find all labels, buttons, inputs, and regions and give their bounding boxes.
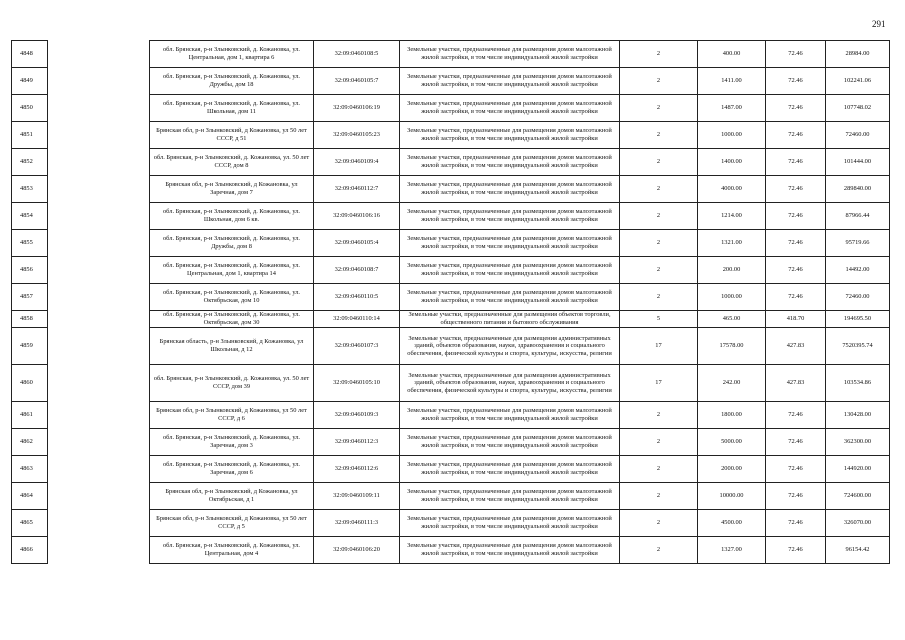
group-cell: 2 [620, 483, 698, 510]
cadastral-value-cell: 724600.00 [826, 483, 890, 510]
cadastral-value-table [11, 40, 890, 564]
address-cell: Брянская обл, р-н Злынковский, д Кожановка, ул 50 лет СССР, д 51 [150, 122, 314, 149]
area-cell: 400.00 [698, 41, 766, 68]
address-cell: обл. Брянская, р-н Злынковский, д. Кожановка, ул. Дружбы, дом 8 [150, 230, 314, 257]
specific-value-cell: 72.46 [766, 429, 826, 456]
cadastral-value-cell: 326070.00 [826, 510, 890, 537]
land-use-cell: Земельные участки, предназначенные для размещения домов малоэтажной жилой застройки, в том числе индивидуальной жилой застройки [400, 68, 620, 95]
table-row [12, 230, 890, 257]
table-body [12, 41, 890, 564]
address-cell: обл. Брянская, р-н Злынковский, д. Кожановка, ул. Дружбы, дом 18 [150, 68, 314, 95]
area-cell: 4500.00 [698, 510, 766, 537]
area-cell: 1400.00 [698, 149, 766, 176]
table-row [12, 41, 890, 68]
specific-value-cell: 72.46 [766, 483, 826, 510]
cadastral-number-cell: 32:09:0460109:3 [314, 402, 400, 429]
cadastral-number-cell: 32:09:0460108:7 [314, 257, 400, 284]
row-number: 4852 [12, 149, 48, 176]
specific-value-cell: 72.46 [766, 230, 826, 257]
row-number: 4857 [12, 284, 48, 311]
cadastral-value-cell: 362300.00 [826, 429, 890, 456]
cadastral-value-cell: 130428.00 [826, 402, 890, 429]
row-number: 4864 [12, 483, 48, 510]
cadastral-number-cell: 32:09:0460110:5 [314, 284, 400, 311]
address-cell: Брянская область, р-н Злынковский, д Кожановка, ул Школьная, д 12 [150, 328, 314, 365]
spacer-cell [48, 122, 150, 149]
land-use-cell: Земельные участки, предназначенные для размещения домов малоэтажной жилой застройки, в том числе индивидуальной жилой застройки [400, 456, 620, 483]
area-cell: 1800.00 [698, 402, 766, 429]
group-cell: 17 [620, 328, 698, 365]
spacer-cell [48, 284, 150, 311]
cadastral-number-cell: 32:09:0460112:6 [314, 456, 400, 483]
cadastral-value-cell: 194695.50 [826, 311, 890, 328]
group-cell: 2 [620, 510, 698, 537]
group-cell: 5 [620, 311, 698, 328]
cadastral-number-cell: 32:09:0460111:3 [314, 510, 400, 537]
address-cell: Брянская обл, р-н Злынковский, д Кожановка, ул 50 лет СССР, д 6 [150, 402, 314, 429]
specific-value-cell: 72.46 [766, 68, 826, 95]
land-use-cell: Земельные участки, предназначенные для размещения домов малоэтажной жилой застройки, в том числе индивидуальной жилой застройки [400, 402, 620, 429]
area-cell: 10000.00 [698, 483, 766, 510]
row-number: 4851 [12, 122, 48, 149]
area-cell: 200.00 [698, 257, 766, 284]
group-cell: 2 [620, 176, 698, 203]
address-cell: Брянская обл, р-н Злынковский, д Кожановка, ул 50 лет СССР, д 5 [150, 510, 314, 537]
row-number: 4850 [12, 95, 48, 122]
spacer-cell [48, 311, 150, 328]
group-cell: 2 [620, 68, 698, 95]
spacer-cell [48, 257, 150, 284]
row-number: 4859 [12, 328, 48, 365]
table-row [12, 483, 890, 510]
address-cell: Брянская обл, р-н Злынковский, д Кожановка, ул Заречная, дом 7 [150, 176, 314, 203]
spacer-cell [48, 537, 150, 564]
spacer-cell [48, 456, 150, 483]
specific-value-cell: 418.70 [766, 311, 826, 328]
spacer-cell [48, 402, 150, 429]
land-use-cell: Земельные участки, предназначенные для размещения домов малоэтажной жилой застройки, в том числе индивидуальной жилой застройки [400, 537, 620, 564]
land-use-cell: Земельные участки, предназначенные для размещения домов малоэтажной жилой застройки, в том числе индивидуальной жилой застройки [400, 122, 620, 149]
specific-value-cell: 427.83 [766, 365, 826, 402]
specific-value-cell: 72.46 [766, 41, 826, 68]
table-row [12, 365, 890, 402]
table-row [12, 257, 890, 284]
spacer-cell [48, 365, 150, 402]
area-cell: 1327.00 [698, 537, 766, 564]
spacer-cell [48, 203, 150, 230]
land-use-cell: Земельные участки, предназначенные для размещения домов малоэтажной жилой застройки, в том числе индивидуальной жилой застройки [400, 483, 620, 510]
cadastral-value-cell: 102241.06 [826, 68, 890, 95]
cadastral-number-cell: 32:09:0460107:3 [314, 328, 400, 365]
row-number: 4862 [12, 429, 48, 456]
cadastral-number-cell: 32:09:0460106:19 [314, 95, 400, 122]
land-use-cell: Земельные участки, предназначенные для размещения домов малоэтажной жилой застройки, в том числе индивидуальной жилой застройки [400, 41, 620, 68]
row-number: 4858 [12, 311, 48, 328]
area-cell: 465.00 [698, 311, 766, 328]
land-use-cell: Земельные участки, предназначенные для размещения домов малоэтажной жилой застройки, в том числе индивидуальной жилой застройки [400, 149, 620, 176]
group-cell: 2 [620, 257, 698, 284]
cadastral-value-cell: 95719.66 [826, 230, 890, 257]
spacer-cell [48, 429, 150, 456]
group-cell: 2 [620, 149, 698, 176]
address-cell: Брянская обл, р-н Злынковский, д Кожановка, ул Октябрьская, д 1 [150, 483, 314, 510]
cadastral-number-cell: 32:09:0460112:7 [314, 176, 400, 203]
land-use-cell: Земельные участки, предназначенные для размещения домов малоэтажной жилой застройки, в том числе индивидуальной жилой застройки [400, 429, 620, 456]
cadastral-value-cell: 14492.00 [826, 257, 890, 284]
table-row [12, 311, 890, 328]
cadastral-number-cell: 32:09:0460112:3 [314, 429, 400, 456]
page-number: 291 [872, 19, 886, 29]
group-cell: 2 [620, 402, 698, 429]
cadastral-value-cell: 107748.02 [826, 95, 890, 122]
table-row [12, 328, 890, 365]
cadastral-value-cell: 96154.42 [826, 537, 890, 564]
land-use-cell: Земельные участки, предназначенные для размещения домов малоэтажной жилой застройки, в том числе индивидуальной жилой застройки [400, 203, 620, 230]
group-cell: 2 [620, 95, 698, 122]
address-cell: обл. Брянская, р-н Злынковский, д. Кожановка, ул. Центральная, дом 1, квартира 14 [150, 257, 314, 284]
row-number: 4849 [12, 68, 48, 95]
spacer-cell [48, 230, 150, 257]
specific-value-cell: 72.46 [766, 510, 826, 537]
row-number: 4865 [12, 510, 48, 537]
area-cell: 5000.00 [698, 429, 766, 456]
group-cell: 2 [620, 203, 698, 230]
group-cell: 2 [620, 537, 698, 564]
table-row [12, 68, 890, 95]
specific-value-cell: 72.46 [766, 95, 826, 122]
cadastral-value-cell: 144920.00 [826, 456, 890, 483]
spacer-cell [48, 176, 150, 203]
group-cell: 2 [620, 41, 698, 68]
spacer-cell [48, 41, 150, 68]
cadastral-number-cell: 32:09:0460109:11 [314, 483, 400, 510]
area-cell: 4000.00 [698, 176, 766, 203]
cadastral-value-cell: 87966.44 [826, 203, 890, 230]
table-row [12, 429, 890, 456]
cadastral-number-cell: 32:09:0460110:14 [314, 311, 400, 328]
group-cell: 2 [620, 456, 698, 483]
row-number: 4866 [12, 537, 48, 564]
group-cell: 2 [620, 429, 698, 456]
cadastral-value-cell: 72460.00 [826, 122, 890, 149]
address-cell: обл. Брянская, р-н Злынковский, д. Кожановка, ул. Центральная, дом 4 [150, 537, 314, 564]
cadastral-value-cell: 103534.86 [826, 365, 890, 402]
cadastral-number-cell: 32:09:0460105:7 [314, 68, 400, 95]
cadastral-value-cell: 289840.00 [826, 176, 890, 203]
specific-value-cell: 72.46 [766, 537, 826, 564]
land-use-cell: Земельные участки, предназначенные для размещения объектов торговли, общественного питания и бытового обслуживания [400, 311, 620, 328]
cadastral-number-cell: 32:09:0460108:5 [314, 41, 400, 68]
cadastral-value-cell: 101444.00 [826, 149, 890, 176]
table-row [12, 284, 890, 311]
area-cell: 242.00 [698, 365, 766, 402]
table-row [12, 203, 890, 230]
group-cell: 2 [620, 122, 698, 149]
area-cell: 1411.00 [698, 68, 766, 95]
row-number: 4855 [12, 230, 48, 257]
row-number: 4853 [12, 176, 48, 203]
land-use-cell: Земельные участки, предназначенные для размещения административных зданий, объектов образования, науки, здравоохранения и социального обеспечения, физической культуры и спорта, культуры, искусства, религии [400, 365, 620, 402]
table-row [12, 537, 890, 564]
land-use-cell: Земельные участки, предназначенные для размещения домов малоэтажной жилой застройки, в том числе индивидуальной жилой застройки [400, 95, 620, 122]
table-row [12, 402, 890, 429]
table-row [12, 95, 890, 122]
cadastral-number-cell: 32:09:0460105:4 [314, 230, 400, 257]
row-number: 4860 [12, 365, 48, 402]
specific-value-cell: 72.46 [766, 402, 826, 429]
specific-value-cell: 72.46 [766, 122, 826, 149]
specific-value-cell: 72.46 [766, 176, 826, 203]
spacer-cell [48, 328, 150, 365]
cadastral-number-cell: 32:09:0460106:20 [314, 537, 400, 564]
area-cell: 17578.00 [698, 328, 766, 365]
area-cell: 1214.00 [698, 203, 766, 230]
area-cell: 1487.00 [698, 95, 766, 122]
cadastral-value-cell: 7520395.74 [826, 328, 890, 365]
group-cell: 2 [620, 284, 698, 311]
address-cell: обл. Брянская, р-н Злынковский, д. Кожановка, ул. Школьная, дом 11 [150, 95, 314, 122]
area-cell: 1000.00 [698, 122, 766, 149]
table-row [12, 456, 890, 483]
land-use-cell: Земельные участки, предназначенные для размещения домов малоэтажной жилой застройки, в том числе индивидуальной жилой застройки [400, 257, 620, 284]
spacer-cell [48, 483, 150, 510]
specific-value-cell: 72.46 [766, 149, 826, 176]
row-number: 4848 [12, 41, 48, 68]
table-row [12, 149, 890, 176]
specific-value-cell: 72.46 [766, 257, 826, 284]
cadastral-value-cell: 72460.00 [826, 284, 890, 311]
spacer-cell [48, 149, 150, 176]
address-cell: обл. Брянская, р-н Злынковский, д. Кожановка, ул. Заречная, дом 3 [150, 429, 314, 456]
spacer-cell [48, 510, 150, 537]
address-cell: обл. Брянская, р-н Злынковский, д. Кожановка, ул. Октябрьская, дом 30 [150, 311, 314, 328]
area-cell: 1000.00 [698, 284, 766, 311]
address-cell: обл. Брянская, р-н Злынковский, д. Кожановка, ул. Центральная, дом 1, квартира 6 [150, 41, 314, 68]
row-number: 4856 [12, 257, 48, 284]
address-cell: обл. Брянская, р-н Злынковский, д. Кожановка, ул. Школьная, дом 6 кв. [150, 203, 314, 230]
specific-value-cell: 72.46 [766, 456, 826, 483]
specific-value-cell: 72.46 [766, 203, 826, 230]
cadastral-number-cell: 32:09:0460105:10 [314, 365, 400, 402]
row-number: 4863 [12, 456, 48, 483]
address-cell: обл. Брянская, р-н Злынковский, д. Кожановка, ул. 50 лет СССР, дом 8 [150, 149, 314, 176]
land-use-cell: Земельные участки, предназначенные для размещения домов малоэтажной жилой застройки, в том числе индивидуальной жилой застройки [400, 176, 620, 203]
spacer-cell [48, 95, 150, 122]
specific-value-cell: 427.83 [766, 328, 826, 365]
address-cell: обл. Брянская, р-н Злынковский, д. Кожановка, ул. Октябрьская, дом 10 [150, 284, 314, 311]
group-cell: 2 [620, 230, 698, 257]
cadastral-number-cell: 32:09:0460109:4 [314, 149, 400, 176]
group-cell: 17 [620, 365, 698, 402]
row-number: 4861 [12, 402, 48, 429]
row-number: 4854 [12, 203, 48, 230]
land-use-cell: Земельные участки, предназначенные для размещения административных зданий, объектов образования, науки, здравоохранения и социального обеспечения, физической культуры и спорта, культуры, искусства, религии [400, 328, 620, 365]
specific-value-cell: 72.46 [766, 284, 826, 311]
spacer-cell [48, 68, 150, 95]
land-use-cell: Земельные участки, предназначенные для размещения домов малоэтажной жилой застройки, в том числе индивидуальной жилой застройки [400, 284, 620, 311]
address-cell: обл. Брянская, р-н Злынковский, д. Кожановка, ул. 50 лет СССР, дом 39 [150, 365, 314, 402]
area-cell: 2000.00 [698, 456, 766, 483]
table-row [12, 510, 890, 537]
address-cell: обл. Брянская, р-н Злынковский, д. Кожановка, ул. Заречная, дом 6 [150, 456, 314, 483]
table-row [12, 122, 890, 149]
land-use-cell: Земельные участки, предназначенные для размещения домов малоэтажной жилой застройки, в том числе индивидуальной жилой застройки [400, 230, 620, 257]
cadastral-value-cell: 28984.00 [826, 41, 890, 68]
area-cell: 1321.00 [698, 230, 766, 257]
cadastral-number-cell: 32:09:0460105:23 [314, 122, 400, 149]
land-use-cell: Земельные участки, предназначенные для размещения домов малоэтажной жилой застройки, в том числе индивидуальной жилой застройки [400, 510, 620, 537]
cadastral-number-cell: 32:09:0460106:16 [314, 203, 400, 230]
table-row [12, 176, 890, 203]
